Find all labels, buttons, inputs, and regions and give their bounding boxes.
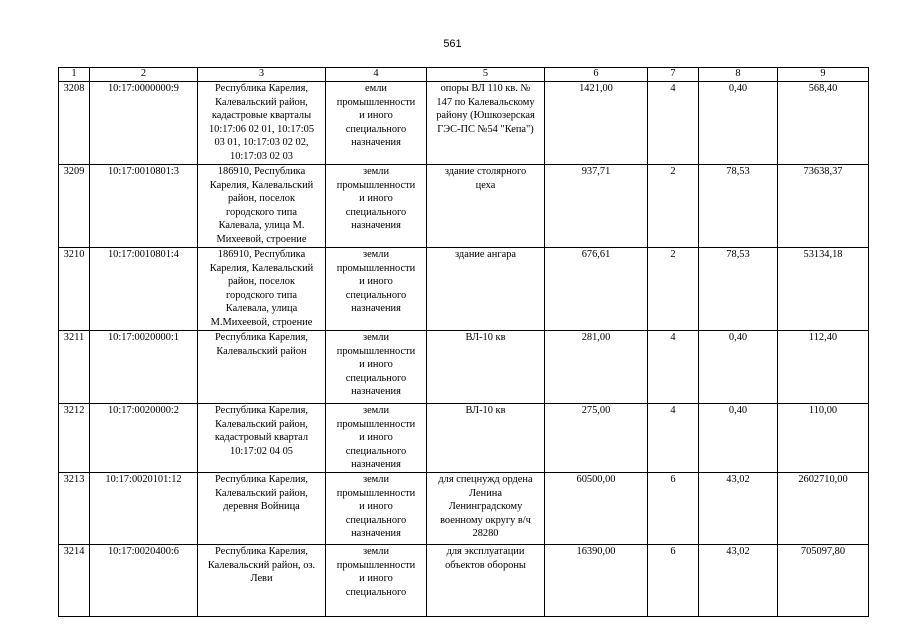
category-value: 4 (648, 404, 699, 473)
cell-line: район, поселок (227, 276, 296, 288)
cadastral-number: 10:17:0020101:12 (90, 473, 198, 545)
cell-line: и иного (359, 110, 393, 122)
header-cell: 1 (59, 68, 90, 82)
table-row (59, 331, 869, 404)
cell-line: 10:17:02 04 05 (230, 445, 293, 457)
land-category (326, 545, 427, 617)
category-value: 6 (648, 473, 699, 545)
cadastral-number: 10:17:0020400:6 (90, 545, 198, 617)
header-cell: 5 (427, 68, 545, 82)
cell-line: Ленина (469, 487, 502, 499)
rate-value: 78,53 (699, 165, 778, 248)
cell-line: ГЭС-ПС №54 "Кепа") (437, 123, 534, 135)
cell-line: специального (345, 289, 407, 301)
cell-line: специального (345, 514, 407, 526)
address-cell (198, 248, 326, 331)
cell-line: Карелия, Калевальский (209, 179, 314, 191)
address-cell (198, 165, 326, 248)
cell-line: земли (362, 166, 390, 177)
cell-line: здание ангара (455, 249, 516, 260)
cell-line: земли (362, 332, 390, 343)
cell-line: городского типа (226, 206, 297, 218)
row-number: 3212 (59, 404, 90, 473)
sum-value: 53134,18 (778, 248, 869, 331)
area-value: 676,61 (545, 248, 648, 331)
address-cell (198, 331, 326, 404)
sum-value: 2602710,00 (778, 473, 869, 545)
land-category (326, 331, 427, 404)
cadastral-number: 10:17:0000000:9 (90, 82, 198, 165)
cell-line: промышленности (336, 96, 416, 108)
cell-line: и иного (359, 359, 393, 371)
cell-line: промышленности (336, 487, 416, 499)
table-row (59, 165, 869, 248)
land-registry-table (58, 67, 869, 617)
area-value: 16390,00 (545, 545, 648, 617)
rate-value: 43,02 (699, 545, 778, 617)
cell-line: специального (345, 206, 407, 218)
address-cell (198, 404, 326, 473)
header-cell: 7 (648, 68, 699, 82)
cell-line: Республика Карелия, (215, 405, 308, 416)
object-description (427, 545, 545, 617)
cell-line: Ленинградскому (448, 501, 523, 513)
cell-line: промышленности (336, 262, 416, 274)
rate-value: 78,53 (699, 248, 778, 331)
cell-line: и иного (359, 432, 393, 444)
page-number: 561 (443, 38, 462, 50)
cell-line: 147 по Калевальскому (436, 96, 535, 108)
rate-value: 43,02 (699, 473, 778, 545)
rate-value: 0,40 (699, 331, 778, 404)
sum-value: 112,40 (778, 331, 869, 404)
cell-line: 28280 (472, 528, 499, 540)
header-cell: 6 (545, 68, 648, 82)
cell-line: для спецнужд ордена (438, 474, 533, 485)
header-cell: 9 (778, 68, 869, 82)
cell-line: назначения (351, 220, 401, 232)
cell-line: кадастровые кварталы (211, 110, 312, 122)
header-cell: 4 (326, 68, 427, 82)
land-category (326, 82, 427, 165)
cadastral-number: 10:17:0020000:2 (90, 404, 198, 473)
cell-line: Калевальский район, (215, 96, 308, 108)
cell-line: кадастровый квартал (214, 432, 309, 444)
object-description (427, 248, 545, 331)
cell-line: емли (365, 83, 387, 94)
cell-line: промышленности (336, 559, 416, 571)
cell-line: и иного (359, 573, 393, 585)
cell-line: Калевальский район, (215, 487, 308, 499)
header-cell: 2 (90, 68, 198, 82)
cell-line: и иного (359, 276, 393, 288)
cell-line: и иного (359, 501, 393, 513)
cell-line: деревня Войница (223, 501, 300, 513)
category-value: 6 (648, 545, 699, 617)
cell-line: Калевальский район, оз. (207, 559, 316, 571)
table-row (59, 404, 869, 473)
area-value: 281,00 (545, 331, 648, 404)
land-category (326, 248, 427, 331)
category-value: 4 (648, 331, 699, 404)
object-description (427, 165, 545, 248)
cell-line: Карелия, Калевальский (209, 262, 314, 274)
row-number: 3211 (59, 331, 90, 404)
cell-line: Республика Карелия, (215, 546, 308, 557)
cell-line: промышленности (336, 345, 416, 357)
cell-line: 10:17:06 02 01, 10:17:05 (208, 123, 315, 135)
area-value: 275,00 (545, 404, 648, 473)
object-description (427, 404, 545, 473)
cell-line: военному округу в/ч (440, 514, 531, 526)
cadastral-number: 10:17:0020000:1 (90, 331, 198, 404)
cell-line: здание столярного (444, 166, 527, 177)
cell-line: земли (362, 474, 390, 485)
cell-line: промышленности (336, 179, 416, 191)
cell-line: 10:17:03 02 03 (230, 150, 293, 162)
cell-line: М.Михеевой, строение (210, 316, 313, 328)
area-value: 60500,00 (545, 473, 648, 545)
cell-line: для эксплуатации (446, 546, 525, 557)
sum-value: 73638,37 (778, 165, 869, 248)
cell-line: Республика Карелия, (215, 474, 308, 485)
header-cell: 8 (699, 68, 778, 82)
cell-line: специального (345, 586, 407, 598)
header-cell: 3 (198, 68, 326, 82)
cell-line: специального (345, 123, 407, 135)
cell-line: назначения (351, 528, 401, 540)
sum-value: 110,00 (778, 404, 869, 473)
table-row (59, 248, 869, 331)
row-number: 3213 (59, 473, 90, 545)
cell-line: земли (362, 249, 390, 260)
row-number: 3209 (59, 165, 90, 248)
category-value: 2 (648, 248, 699, 331)
table-row (59, 473, 869, 545)
header-row (59, 68, 869, 82)
cell-line: Калевальский район, (215, 418, 308, 430)
row-number: 3208 (59, 82, 90, 165)
cell-line: 186910, Республика (217, 166, 306, 177)
cell-line: ВЛ-10 кв (465, 332, 506, 343)
object-description (427, 82, 545, 165)
cell-line: городского типа (226, 289, 297, 301)
land-category (326, 404, 427, 473)
cell-line: назначения (351, 137, 401, 149)
land-category (326, 165, 427, 248)
address-cell (198, 473, 326, 545)
table-row (59, 82, 869, 165)
cell-line: Леви (250, 573, 273, 585)
object-description (427, 473, 545, 545)
table-row (59, 545, 869, 617)
object-description (427, 331, 545, 404)
category-value: 4 (648, 82, 699, 165)
address-cell (198, 82, 326, 165)
sum-value: 568,40 (778, 82, 869, 165)
cell-line: Республика Карелия, (215, 83, 308, 94)
cell-line: назначения (351, 386, 401, 398)
table-body (59, 82, 869, 617)
cell-line: ВЛ-10 кв (465, 405, 506, 416)
cell-line: Калевала, улица М. (218, 220, 305, 232)
cell-line: Михеевой, строение (216, 233, 307, 245)
cell-line: и иного (359, 193, 393, 205)
land-category (326, 473, 427, 545)
cell-line: специального (345, 372, 407, 384)
cell-line: район, поселок (227, 193, 296, 205)
rate-value: 0,40 (699, 82, 778, 165)
cell-line: Калевала, улица (225, 303, 298, 315)
area-value: 937,71 (545, 165, 648, 248)
cell-line: району (Юшкозерская (436, 110, 535, 122)
cell-line: опоры ВЛ 110 кв. № (440, 83, 531, 94)
cell-line: назначения (351, 459, 401, 471)
sum-value: 705097,80 (778, 545, 869, 617)
rate-value: 0,40 (699, 404, 778, 473)
cell-line: 186910, Республика (217, 249, 306, 260)
cell-line: земли (362, 405, 390, 416)
row-number: 3214 (59, 545, 90, 617)
cell-line: назначения (351, 303, 401, 315)
category-value: 2 (648, 165, 699, 248)
cadastral-number: 10:17:0010801:4 (90, 248, 198, 331)
area-value: 1421,00 (545, 82, 648, 165)
cell-line: объектов обороны (445, 559, 526, 571)
cell-line: Калевальский район (216, 345, 307, 357)
address-cell (198, 545, 326, 617)
cell-line: 03 01, 10:17:03 02 02, (214, 137, 309, 149)
cell-line: Республика Карелия, (215, 332, 308, 343)
row-number: 3210 (59, 248, 90, 331)
cell-line: цеха (475, 179, 496, 191)
cadastral-number: 10:17:0010801:3 (90, 165, 198, 248)
cell-line: промышленности (336, 418, 416, 430)
cell-line: земли (362, 546, 390, 557)
cell-line: специального (345, 445, 407, 457)
